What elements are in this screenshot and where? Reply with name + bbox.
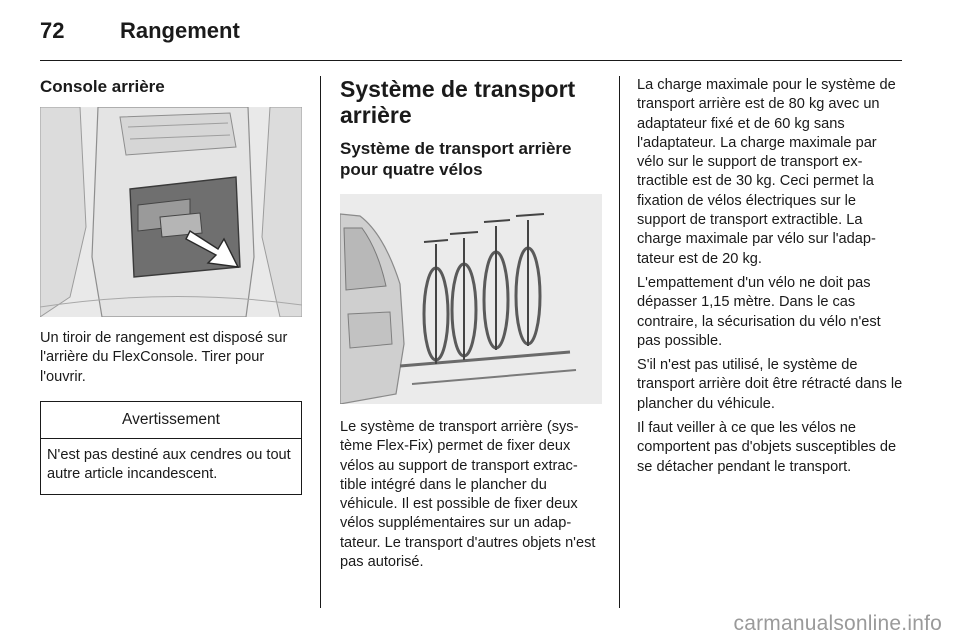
warning-title: Avertissement bbox=[41, 402, 301, 439]
section-heading-carrier: Système de transport arrière bbox=[340, 76, 576, 128]
paragraph-retract: S'il n'est pas utilisé, le système de transport arrière doit être rétracté dans le plancher du véhicule. bbox=[637, 357, 903, 412]
column-console bbox=[40, 76, 302, 495]
column-carrier-details bbox=[637, 76, 903, 477]
page-title: Rangement bbox=[120, 18, 240, 43]
console-drawer-illustration bbox=[40, 107, 302, 317]
console-description: Un tiroir de rangement est disposé sur l'arrière du FlexConsole. Tirer pour l'ouvrir. bbox=[40, 330, 288, 385]
console-drawer-drawing bbox=[40, 107, 302, 317]
watermark-text: carmanualsonline.info bbox=[733, 612, 942, 635]
bike-carrier-drawing bbox=[340, 194, 602, 404]
warning-text: N'est pas destiné aux cendres ou tout autre article incandescent. bbox=[47, 446, 291, 483]
column-divider bbox=[619, 76, 620, 608]
subsection-heading-carrier: Système de transport arrière pour quatre vélos bbox=[340, 139, 572, 179]
column-divider bbox=[320, 76, 321, 608]
paragraph-max-load: La charge maximale pour le système de transport arrière est de 80 kg avec un adaptateur fixé et de 60 kg sans l'adaptateur. La charge maximale par vélo sur le support de transport ex-tractible est de 30 kg. Ceci permet la fixation de vélos électriques sur le support de transport extractible. La charge maximale par vélo sur l'adap-tateur est de 20 kg. bbox=[637, 77, 896, 267]
carrier-description: Le système de transport arrière (sys-tème Flex-Fix) permet de fixer deux vélos au support de transport extrac-tible intégré dans le plancher du véhicule. Il est possible de fixer deux vélos supplémentaires sur un adap-tateur. Le transport d'autres objets n'est pas autorisé. bbox=[340, 419, 596, 571]
page-header bbox=[40, 16, 902, 52]
column-carrier bbox=[340, 76, 602, 572]
paragraph-loose-objects: Il faut veiller à ce que les vélos ne comportent pas d'objets susceptibles de se détacher pendant le transport. bbox=[637, 420, 897, 475]
header-rule bbox=[40, 60, 902, 61]
section-heading-console: Console arrière bbox=[40, 77, 165, 96]
paragraph-wheelbase: L'empattement d'un vélo ne doit pas dépasser 1,15 mètre. Dans le cas contraire, la sécurisation du vélo n'est pas possible. bbox=[637, 274, 881, 349]
page-number: 72 bbox=[40, 18, 65, 43]
bike-carrier-illustration bbox=[340, 194, 602, 404]
warning-box bbox=[40, 401, 302, 496]
